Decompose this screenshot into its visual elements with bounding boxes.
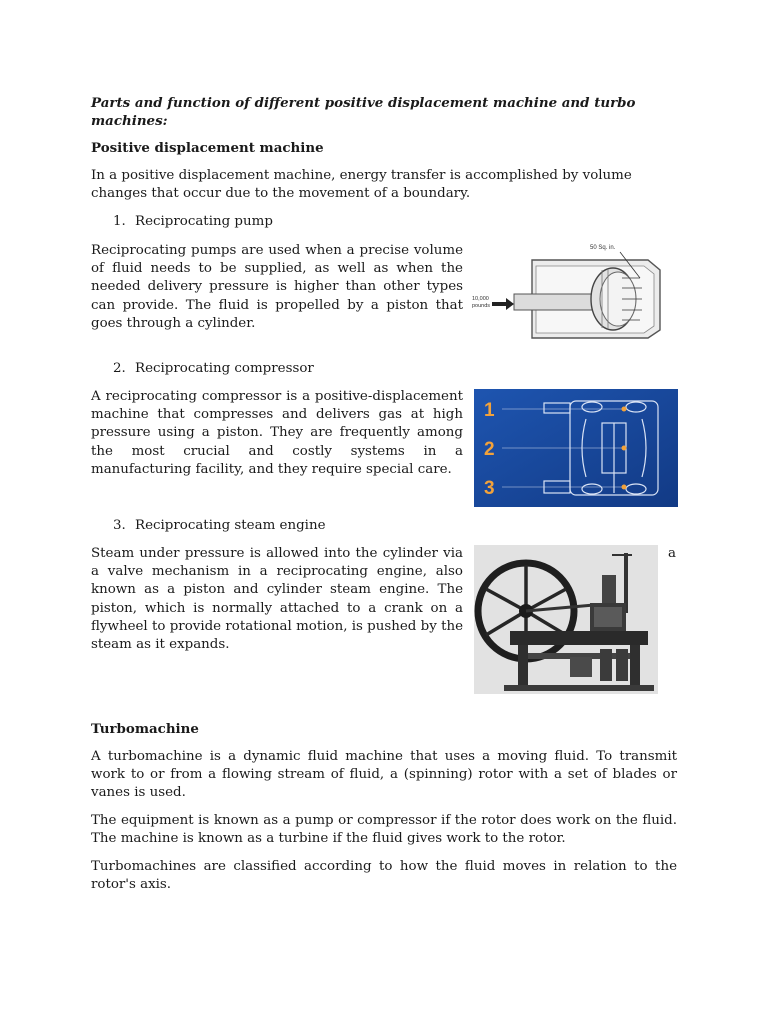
reciprocating-pump-paragraph: Reciprocating pumps are used when a precise volume of fluid needs to be supplied, as well as when the needed delivery pressure is higher than other types can provide. The fluid is propelled by a piston that goes through a cylinder. — [91, 243, 463, 331]
turbo-paragraph-1: A turbomachine is a dynamic fluid machine that uses a moving fluid. To transmit work to or from a flowing stream of fluid, a (spinning) rotor with a set of blades or vanes is used. — [91, 749, 677, 801]
list-item-reciprocating-steam-engine — [113, 517, 326, 535]
document-title: Parts and function of different positive displacement machine and turbo machines: — [91, 95, 636, 129]
steam-engine-paragraph: Steam under pressure is allowed into the cylinder via a valve mechanism in a reciprocating engine, also known as a piston and cylinder steam engine. The piston, which is normally attached to a crank on a flywheel to provide rotational motion, is pushed by the steam as it expands. — [91, 546, 463, 653]
reciprocating-compressor-figure — [474, 389, 678, 507]
list-label: Reciprocating pump — [135, 214, 273, 229]
section-heading-turbomachine: Turbomachine — [91, 721, 199, 737]
pump-force-label: 10,000 — [472, 296, 489, 302]
compressor-callout-2: 2 — [484, 439, 495, 460]
list-item-reciprocating-compressor — [113, 360, 314, 378]
list-number: 3. — [113, 518, 126, 533]
reciprocating-compressor-paragraph: A reciprocating compressor is a positive-displacement machine that compresses and delivers gas at high pressure using a piston. They are frequently among the most crucial and costly systems in a manufacturing facility, and they require special care. — [91, 389, 463, 477]
steam-engine-figure — [474, 545, 658, 694]
compressor-callout-1: 1 — [484, 400, 495, 421]
pd-intro-paragraph: In a positive displacement machine, energy transfer is accomplished by volume changes that occur due to the movement of a boundary. — [91, 168, 632, 202]
turbo-paragraph-2: The equipment is known as a pump or compressor if the rotor does work on the fluid. The machine is known as a turbine if the fluid gives work to the rotor. — [91, 813, 677, 847]
list-label: Reciprocating steam engine — [135, 518, 326, 533]
section-heading-positive-displacement: Positive displacement machine — [91, 140, 324, 156]
turbo-paragraph-3: Turbomachines are classified according to how the fluid moves in relation to the rotor's axis. — [91, 859, 677, 893]
pump-force-unit-label: pounds — [472, 303, 491, 309]
list-number: 2. — [113, 361, 126, 376]
list-item-reciprocating-pump — [113, 213, 273, 231]
pump-area-label: 50 Sq. in. — [590, 245, 616, 251]
compressor-callout-3: 3 — [484, 478, 495, 499]
list-label: Reciprocating compressor — [135, 361, 314, 376]
reciprocating-pump-figure — [470, 238, 670, 342]
steam-engine-trailing-word: a — [668, 546, 676, 561]
list-number: 1. — [113, 214, 126, 229]
